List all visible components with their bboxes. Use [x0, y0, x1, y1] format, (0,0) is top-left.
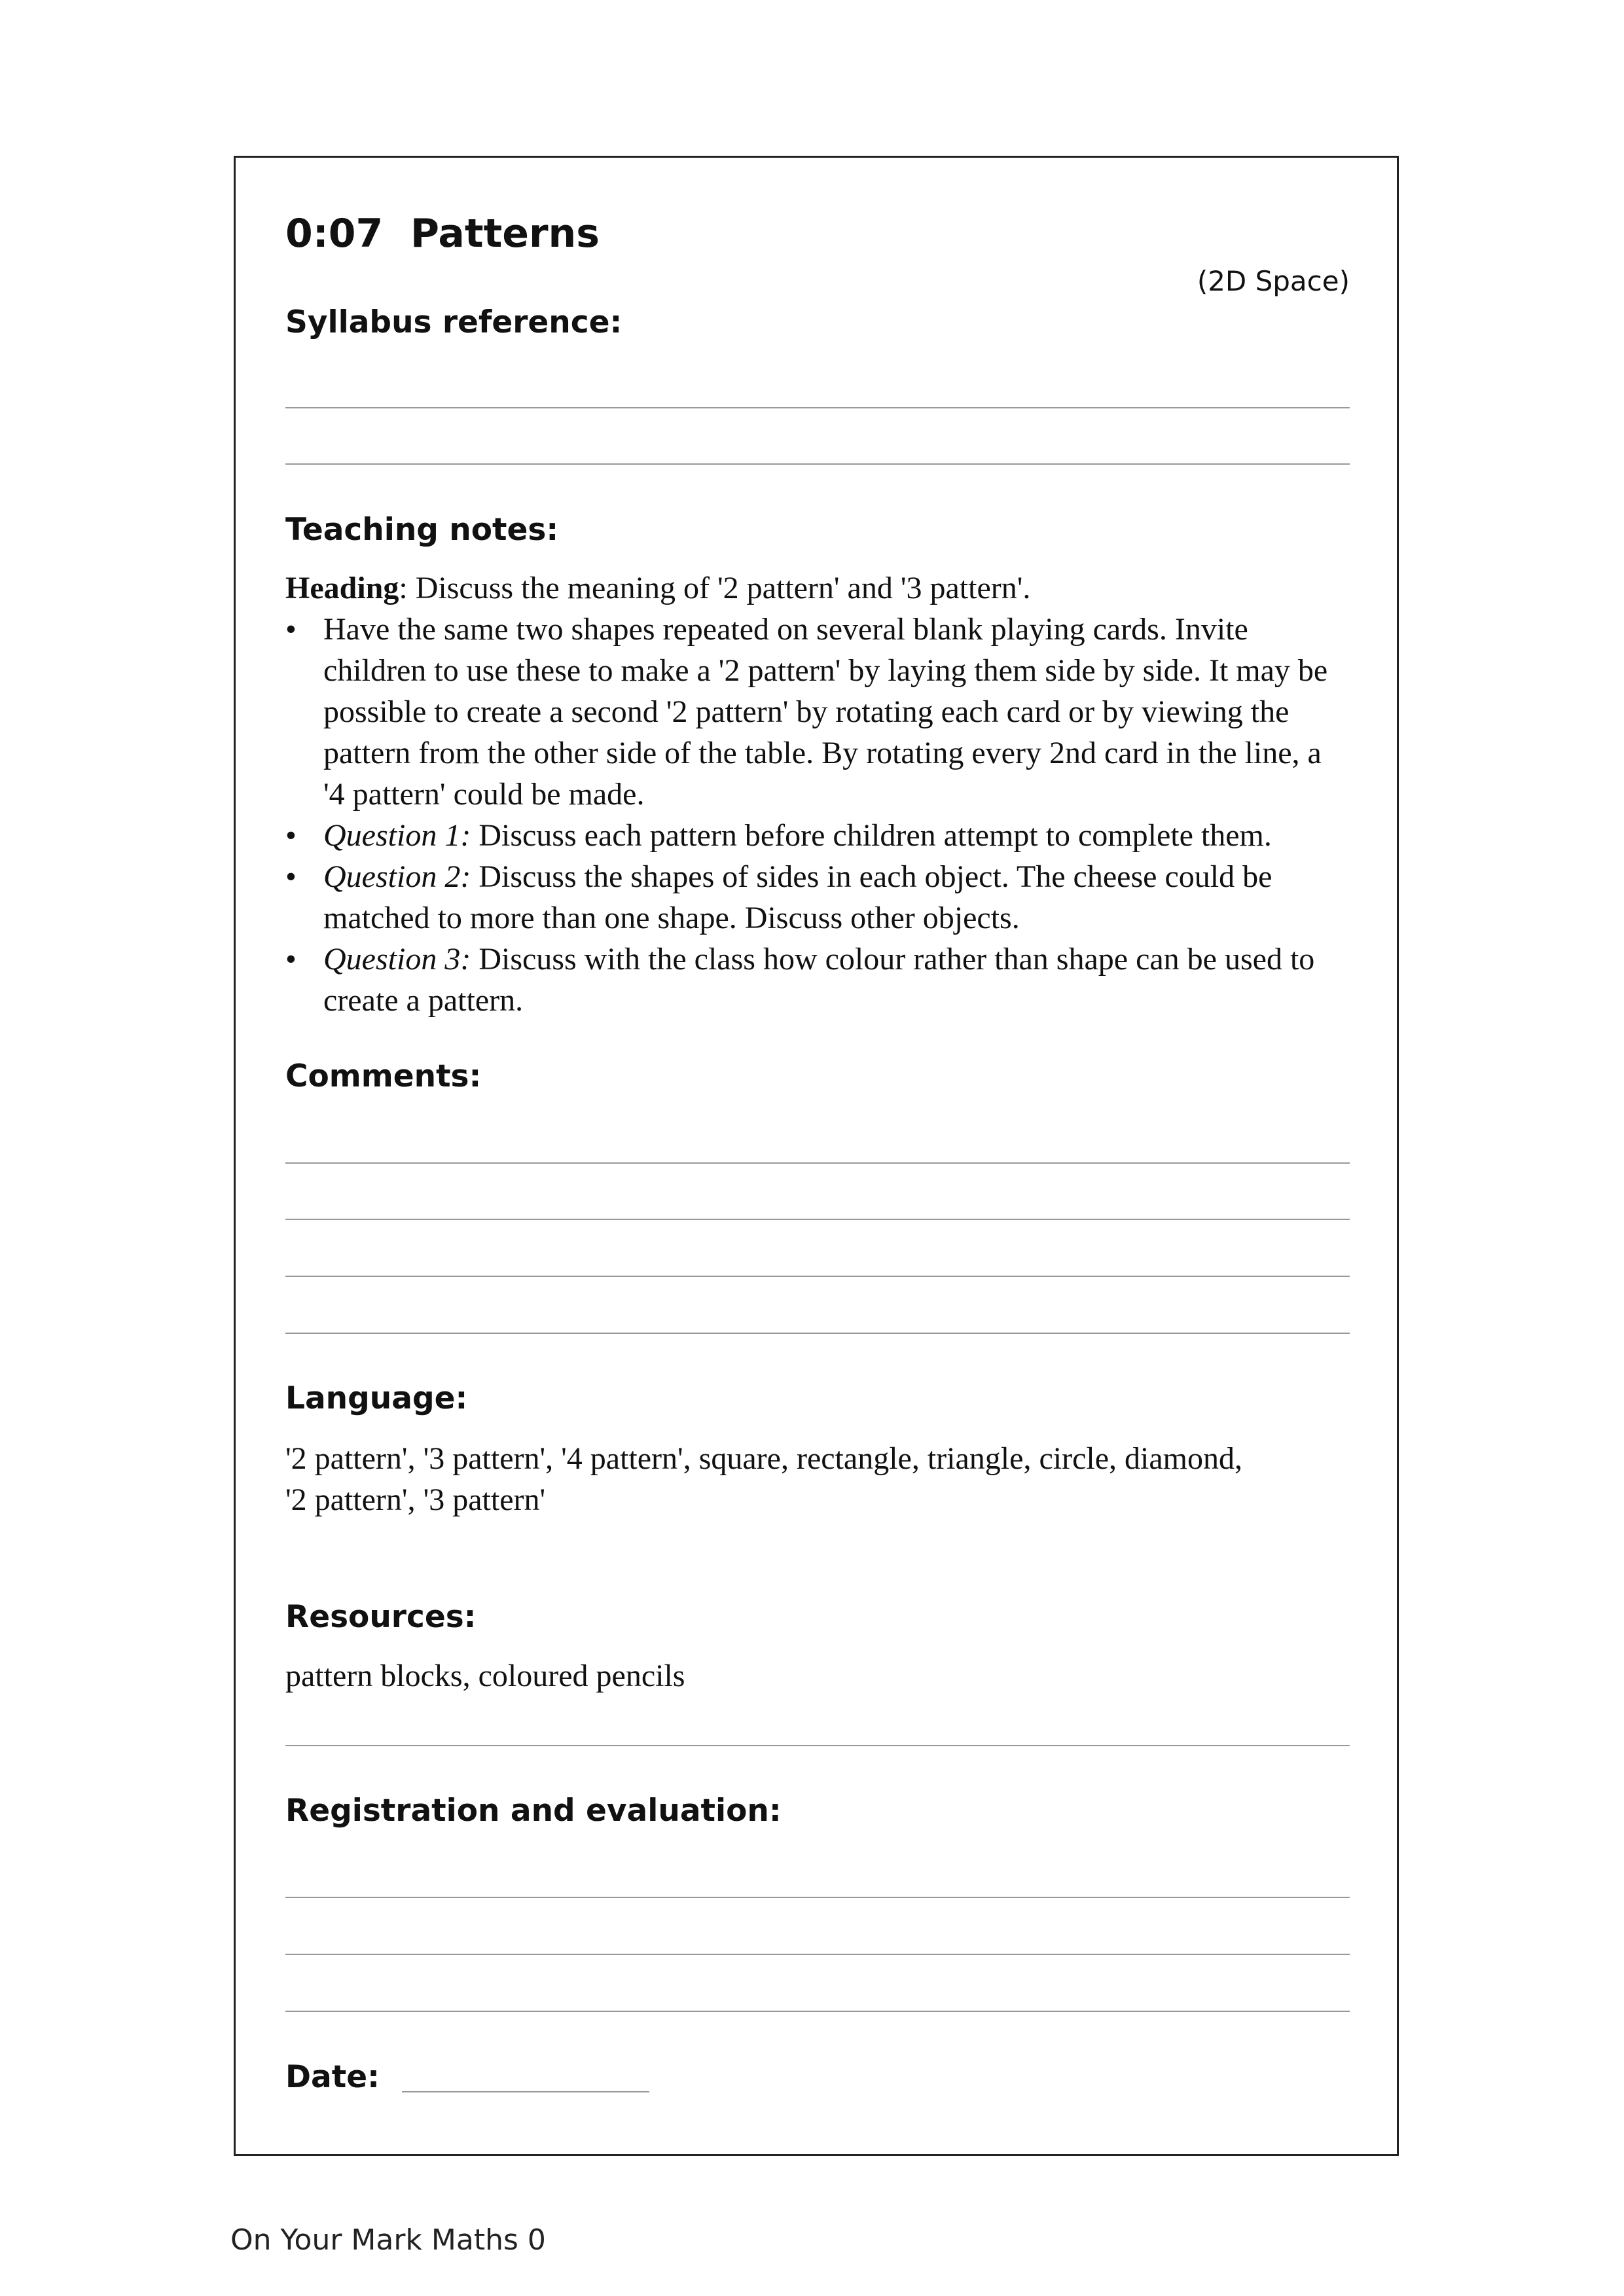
notes-list	[285, 609, 1350, 1021]
comments-line[interactable]	[285, 1162, 1350, 1164]
language-line: '2 pattern', '3 pattern'	[285, 1482, 546, 1517]
resources-line[interactable]	[285, 1745, 1350, 1746]
notes-intro-text: : Discuss the meaning of '2 pattern' and '3 pattern'.	[399, 571, 1031, 605]
comments-heading: Comments:	[285, 1058, 482, 1094]
lesson-number: 0:07	[285, 211, 384, 257]
notes-bullet: • Question 3: Discuss with the class how colour rather than shape can be used to create a pattern.	[285, 939, 1350, 1021]
page-title	[285, 211, 600, 257]
footer-text: On Your Mark Maths 0	[230, 2223, 546, 2257]
date-field-line[interactable]	[402, 2091, 649, 2092]
notes-bullet: • Question 2: Discuss the shapes of sides in each object. The cheese could be matched to more than one shape. Discuss other objects.	[285, 856, 1350, 939]
notes-intro	[285, 567, 1350, 609]
language-line: '2 pattern', '3 pattern', '4 pattern', square, rectangle, triangle, circle, diamond,	[285, 1441, 1242, 1476]
teaching-notes-body	[285, 567, 1350, 1021]
registration-line[interactable]	[285, 1954, 1350, 1955]
notes-bullet: • Have the same two shapes repeated on several blank playing cards. Invite children to use these to make a '2 pattern' by laying them side by side. It may be possible to create a second '2 pattern' by rotating each card or by viewing the pattern from the other side of the table. By rotating every 2nd card in the line, a '4 pattern' could be made.	[285, 609, 1350, 815]
comments-line[interactable]	[285, 1219, 1350, 1220]
comments-line[interactable]	[285, 1276, 1350, 1277]
registration-line[interactable]	[285, 2011, 1350, 2012]
question-label: Question 1:	[323, 818, 471, 853]
syllabus-heading: Syllabus reference:	[285, 304, 623, 340]
syllabus-line[interactable]	[285, 407, 1350, 408]
comments-line[interactable]	[285, 1333, 1350, 1334]
language-text	[285, 1438, 1350, 1520]
teaching-notes-heading: Teaching notes:	[285, 512, 559, 548]
lesson-title: Patterns	[410, 211, 600, 257]
notes-intro-label: Heading	[285, 571, 399, 605]
syllabus-line[interactable]	[285, 463, 1350, 465]
question-label: Question 3:	[323, 942, 471, 977]
registration-line[interactable]	[285, 1897, 1350, 1898]
date-label: Date:	[285, 2059, 380, 2095]
language-heading: Language:	[285, 1380, 468, 1416]
resources-heading: Resources:	[285, 1599, 477, 1635]
category-label: (2D Space)	[1197, 265, 1350, 297]
page-frame	[234, 156, 1399, 2156]
notes-bullet: • Question 1: Discuss each pattern before children attempt to complete them.	[285, 815, 1350, 856]
question-label: Question 2:	[323, 859, 471, 894]
resources-text: pattern blocks, coloured pencils	[285, 1659, 685, 1693]
registration-heading: Registration and evaluation:	[285, 1793, 782, 1829]
